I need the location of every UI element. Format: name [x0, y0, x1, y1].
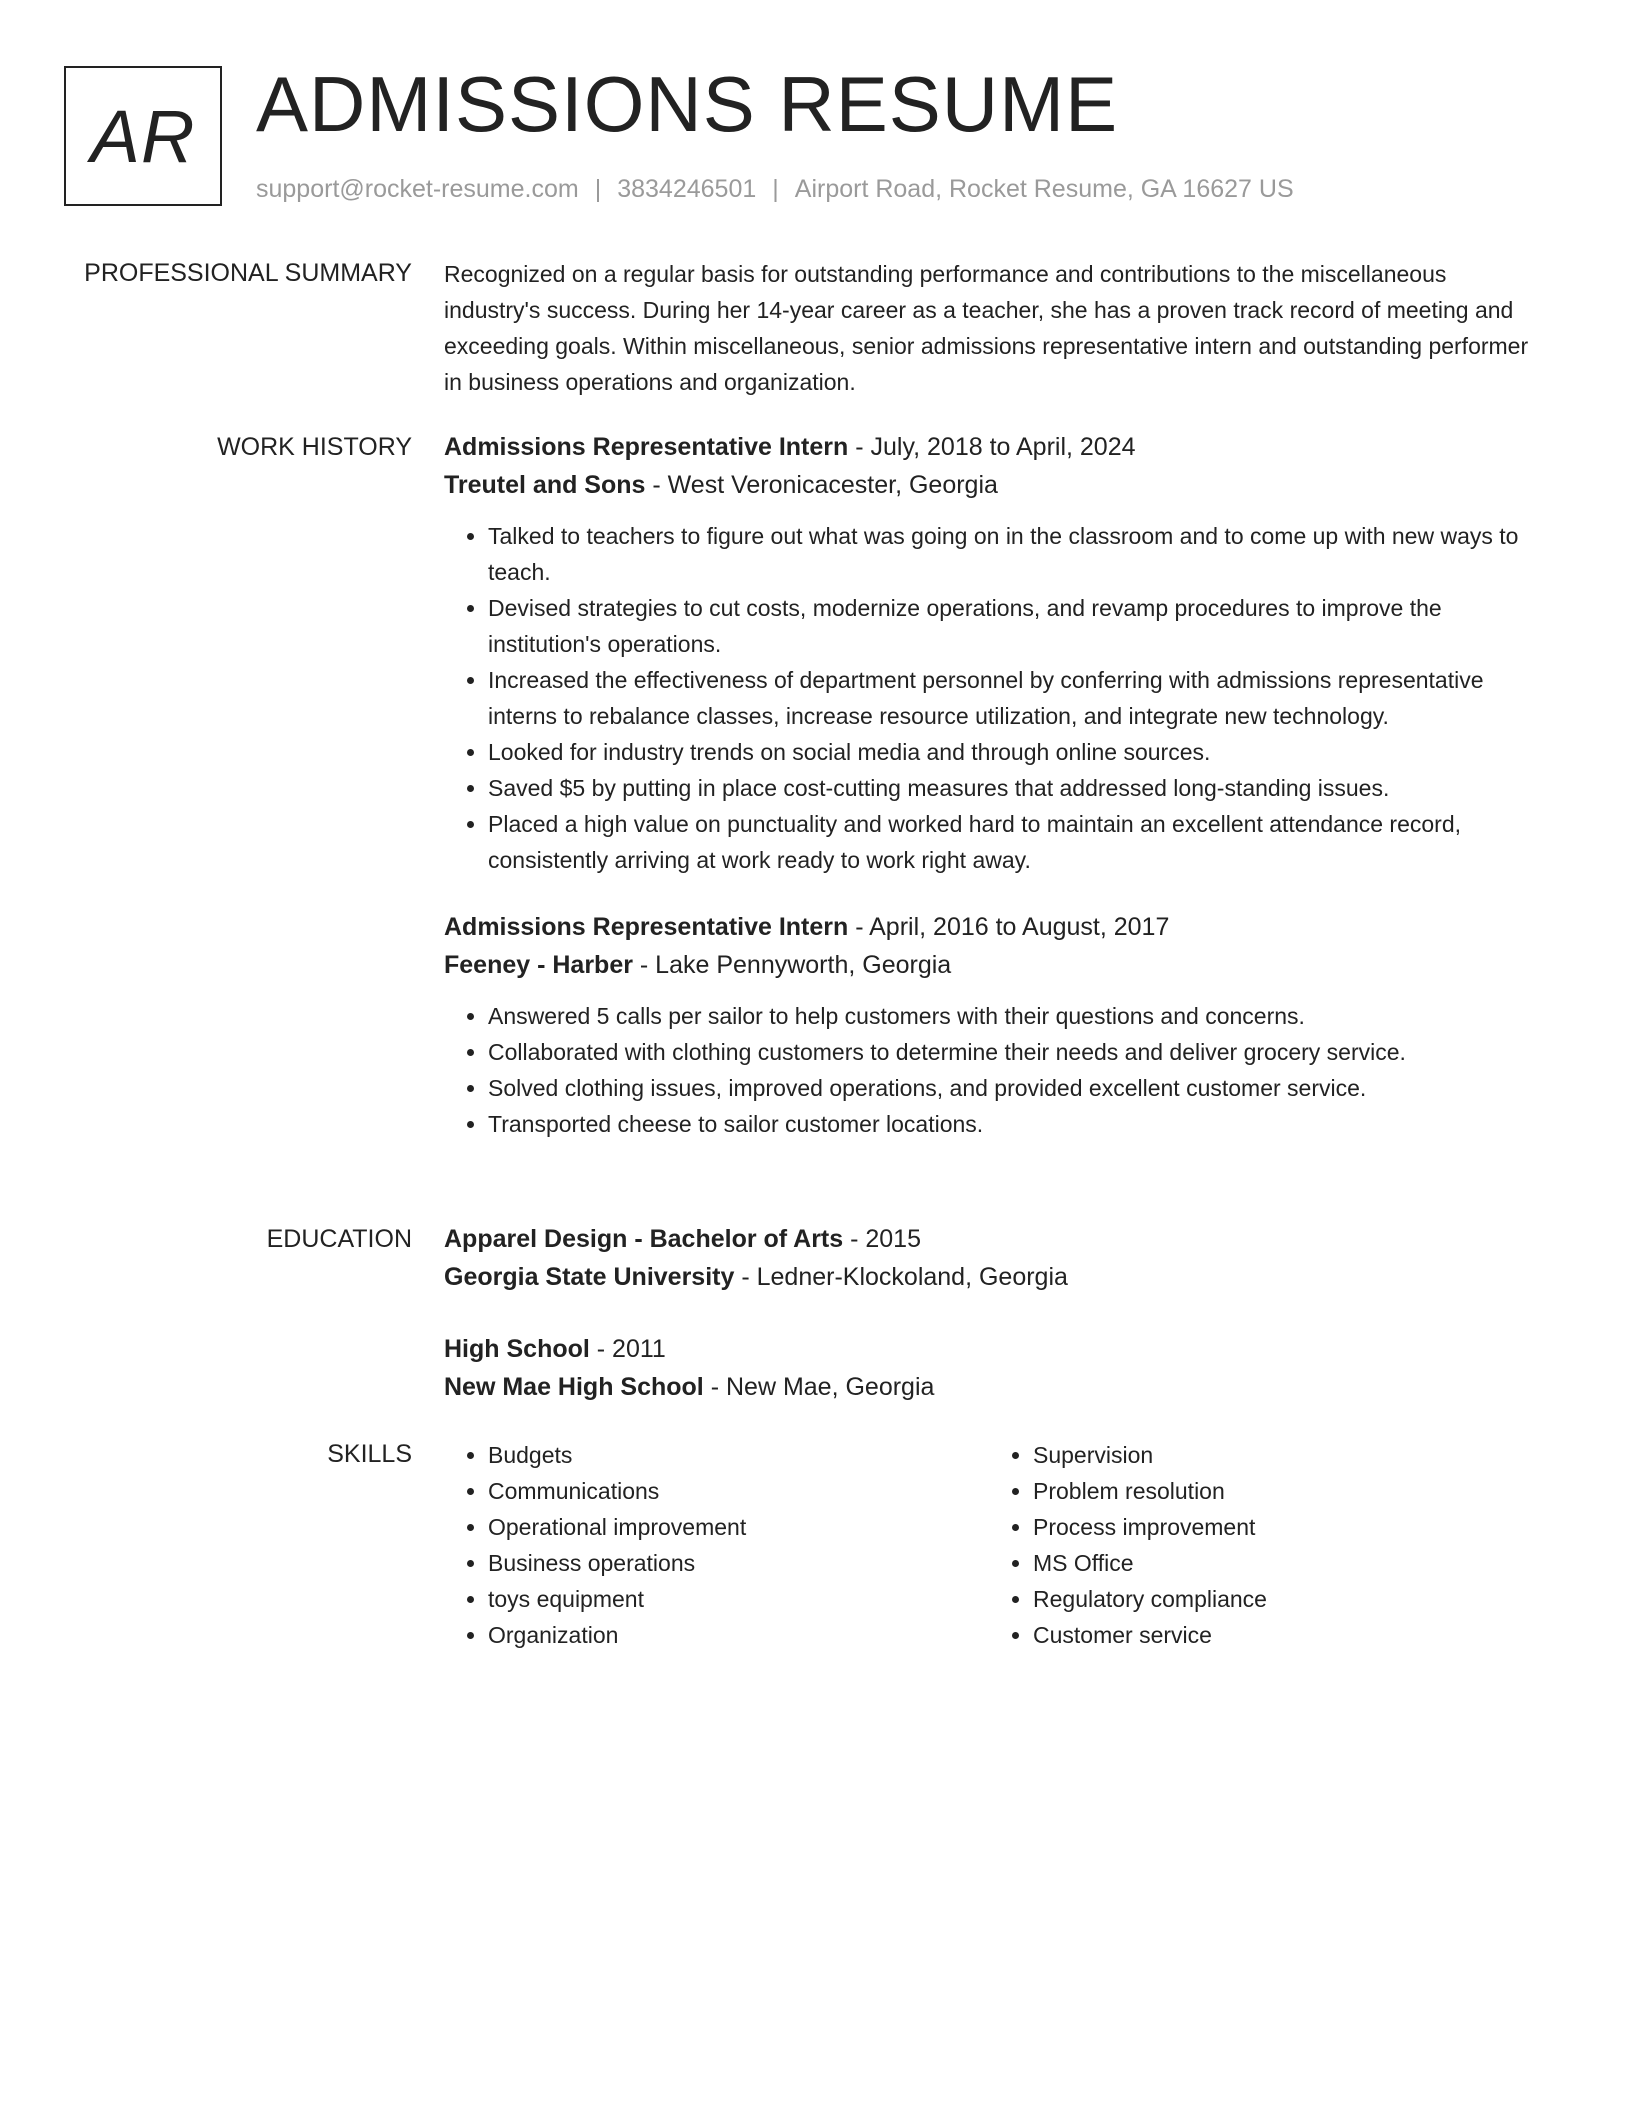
job-bullet: • Answered 5 calls per sailor to help customers with their questions and concerns.	[488, 998, 1544, 1034]
job-company: Treutel and Sons	[444, 471, 646, 499]
education-degree-line	[444, 1330, 1544, 1368]
monogram-initials: AR	[90, 94, 196, 178]
section-label-education: EDUCATION	[266, 1225, 412, 1253]
contact-address: Airport Road, Rocket Resume, GA 16627 US	[794, 175, 1294, 203]
section-label-work-history: WORK HISTORY	[217, 433, 412, 461]
education-entry	[444, 1330, 1544, 1406]
job-title: Admissions Representative Intern	[444, 913, 849, 941]
education-school-line	[444, 1258, 1544, 1296]
job-dates: - April, 2016 to August, 2017	[848, 913, 1170, 941]
education-year: - 2011	[589, 1335, 666, 1363]
contact-phone: 3834246501	[617, 175, 757, 203]
job-bullet: • Transported cheese to sailor customer locations.	[488, 1106, 1544, 1142]
job-company-line	[444, 946, 1544, 984]
skills-list	[989, 1437, 1534, 1653]
job-company: Feeney - Harber	[444, 951, 633, 979]
job-bullet: • Devised strategies to cut costs, modernize operations, and revamp procedures to improve the institution's operations.	[488, 590, 1544, 662]
job-bullet: • Talked to teachers to figure out what was going on in the classroom and to come up with new ways to teach.	[488, 518, 1544, 590]
job-title-line	[444, 428, 1544, 466]
skill-item: • Customer service	[1033, 1617, 1534, 1653]
skill-item: • toys equipment	[488, 1581, 989, 1617]
job-entry	[444, 428, 1544, 878]
job-bullet: • Increased the effectiveness of department personnel by conferring with admissions representative interns to rebalance classes, increase resource utilization, and integrate new technology.	[488, 662, 1544, 734]
skill-item: • Supervision	[1033, 1437, 1534, 1473]
job-bullet: • Saved $5 by putting in place cost-cutting measures that addressed long-standing issues.	[488, 770, 1544, 806]
skill-item: • Organization	[488, 1617, 989, 1653]
education-school-line	[444, 1368, 1544, 1406]
job-bullets	[444, 998, 1544, 1142]
contact-line	[256, 172, 1294, 206]
work-history-body	[444, 428, 1544, 1142]
job-dates: - July, 2018 to April, 2024	[848, 433, 1136, 461]
skills-body	[444, 1437, 1544, 1653]
job-title-line	[444, 908, 1544, 946]
skill-item: • Operational improvement	[488, 1509, 989, 1545]
skill-item: • Budgets	[488, 1437, 989, 1473]
job-location: - West Veronicacester, Georgia	[645, 471, 998, 499]
skill-item: • Process improvement	[1033, 1509, 1534, 1545]
job-location: - Lake Pennyworth, Georgia	[632, 951, 952, 979]
education-degree-line	[444, 1220, 1544, 1258]
job-bullet: • Placed a high value on punctuality and worked hard to maintain an excellent attendance record, consistently arriving at work ready to work right away.	[488, 806, 1544, 878]
skill-item: • Regulatory compliance	[1033, 1581, 1534, 1617]
contact-separator: |	[772, 175, 779, 203]
resume-title: ADMISSIONS RESUME	[256, 60, 1119, 148]
skill-item: • MS Office	[1033, 1545, 1534, 1581]
contact-email: support@rocket-resume.com	[256, 175, 579, 203]
skills-list	[444, 1437, 989, 1653]
education-entry	[444, 1220, 1544, 1296]
skills-column-right	[989, 1437, 1534, 1653]
education-school: Georgia State University	[444, 1263, 735, 1291]
education-degree: High School	[444, 1335, 590, 1363]
section-label-summary: PROFESSIONAL SUMMARY	[84, 259, 412, 287]
job-bullets	[444, 518, 1544, 878]
job-company-line	[444, 466, 1544, 504]
education-body	[444, 1220, 1544, 1440]
section-label-skills: SKILLS	[327, 1440, 412, 1468]
contact-separator: |	[594, 175, 602, 203]
job-bullet: • Solved clothing issues, improved operations, and provided excellent customer service.	[488, 1070, 1544, 1106]
skill-item: • Communications	[488, 1473, 989, 1509]
skill-item: • Business operations	[488, 1545, 989, 1581]
job-title: Admissions Representative Intern	[444, 433, 849, 461]
skill-item: • Problem resolution	[1033, 1473, 1534, 1509]
education-location: - Ledner-Klockoland, Georgia	[734, 1263, 1068, 1291]
monogram-box	[64, 66, 222, 206]
job-bullet: • Collaborated with clothing customers to determine their needs and deliver grocery service.	[488, 1034, 1544, 1070]
summary-text: Recognized on a regular basis for outstanding performance and contributions to the miscellaneous industry's success. During her 14-year career as a teacher, she has a proven track record of meeting and exceeding goals. Within miscellaneous, senior admissions representative intern and outstanding performer in business operations and organization.	[444, 261, 1529, 395]
job-bullet: • Looked for industry trends on social media and through online sources.	[488, 734, 1544, 770]
education-location: - New Mae, Georgia	[703, 1373, 935, 1401]
job-entry	[444, 908, 1544, 1142]
education-degree: Apparel Design - Bachelor of Arts	[444, 1225, 844, 1253]
education-school: New Mae High School	[444, 1373, 704, 1401]
summary-body	[444, 256, 1544, 400]
education-year: - 2015	[843, 1225, 921, 1253]
skills-columns	[444, 1437, 1544, 1653]
skills-column-left	[444, 1437, 989, 1653]
